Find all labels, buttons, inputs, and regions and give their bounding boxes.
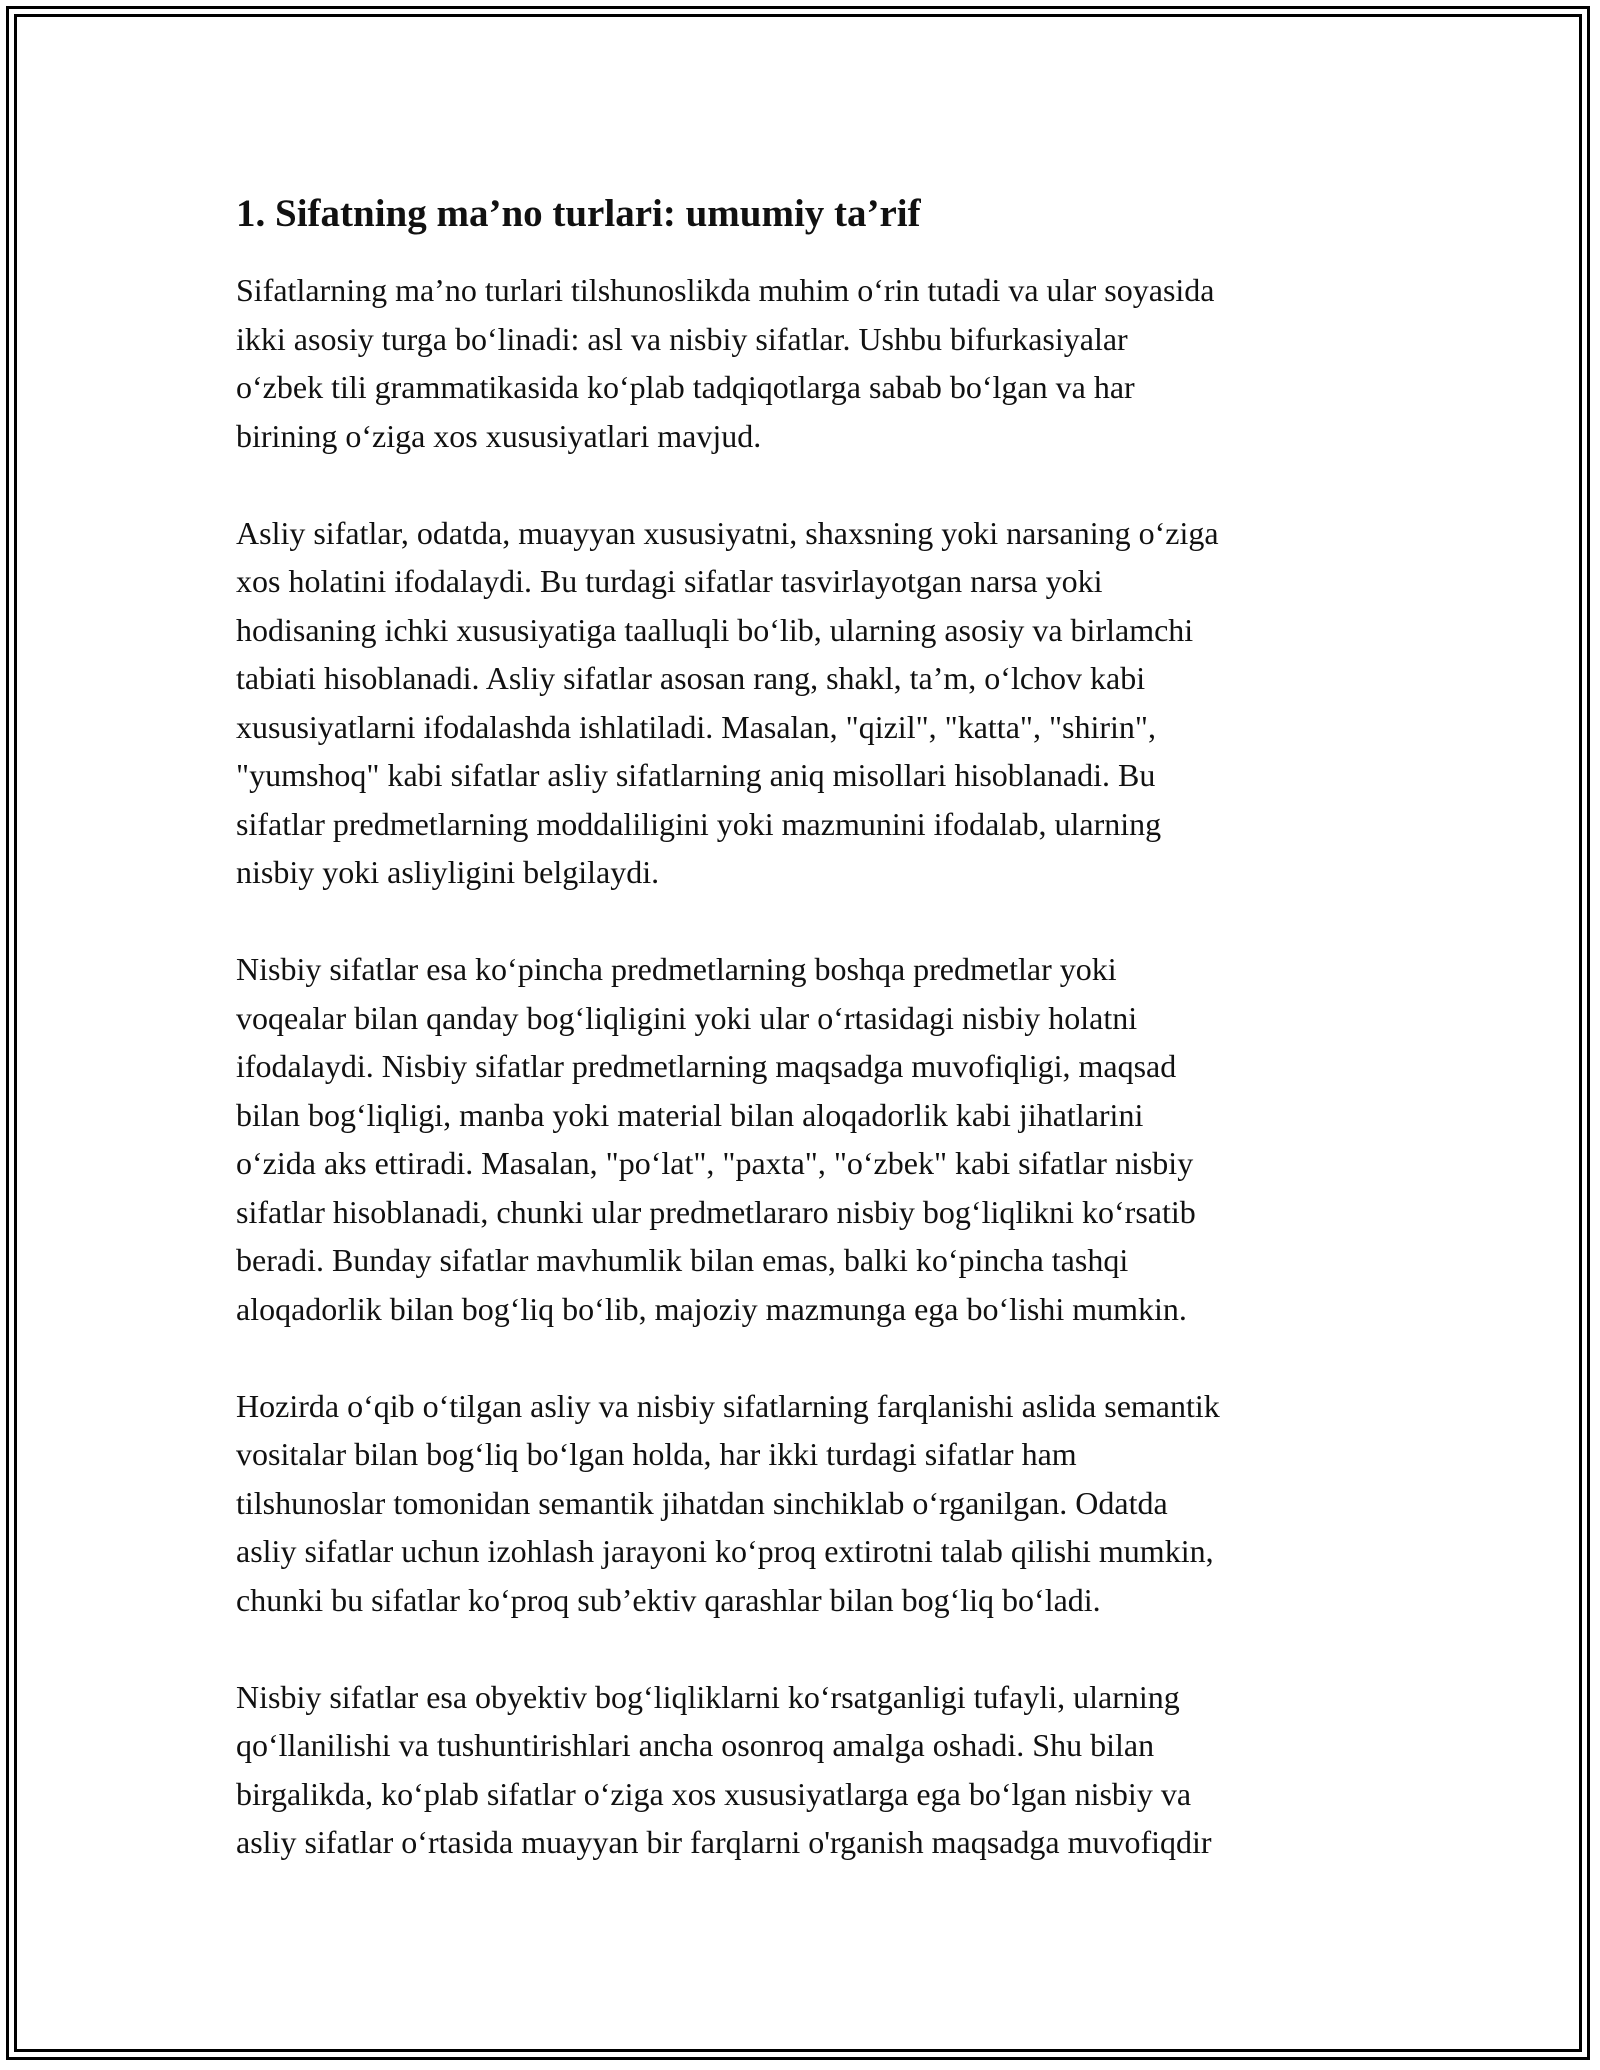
paragraph-asliy: [236, 509, 1376, 897]
text-line: vositalar bilan bog‘liq bo‘lgan holda, har ikki turdagi sifatlar ham: [236, 1436, 1077, 1472]
paragraph-farqlanish: [236, 1382, 1376, 1625]
text-line: tilshunoslar tomonidan semantik jihatdan sinchiklab o‘rganilgan. Odatda: [236, 1484, 1168, 1521]
text-line: Asliy sifatlar, odatda, muayyan xususiyatni, shaxsning yoki narsaning o‘ziga: [236, 514, 1219, 551]
text-line: xususiyatlarni ifodalashda ishlatiladi. Masalan, "qizil", "katta", "shirin",: [236, 708, 1156, 745]
text-line: birining o‘ziga xos xususiyatlari mavjud.: [236, 417, 762, 454]
text-line: asliy sifatlar uchun izohlash jarayoni ko‘proq extirotni talab qilishi mumkin,: [236, 1533, 1214, 1569]
text-line: hodisaning ichki xususiyatiga taalluqli bo‘lib, ularning asosiy va birlamchi: [236, 611, 1194, 648]
text-line: aloqadorlik bilan bog‘liq bo‘lib, majoziy mazmunga ega bo‘lishi mumkin.: [236, 1290, 1187, 1327]
paragraph-intro: [236, 266, 1376, 460]
text-line: "yumshoq" kabi sifatlar asliy sifatlarning aniq misollari hisoblanadi. Bu: [236, 757, 1156, 793]
text-line: sifatlar hisoblanadi, chunki ular predmetlararo nisbiy bog‘liqlikni ko‘rsatib: [236, 1193, 1196, 1230]
text-line: ikki asosiy turga bo‘linadi: asl va nisbiy sifatlar. Ushbu bifurkasiyalar: [236, 320, 1128, 357]
section-heading: 1. Sifatning ma’no turlari: umumiy ta’rif: [236, 192, 921, 235]
text-line: tabiati hisoblanadi. Asliy sifatlar asosan rang, shakl, ta’m, o‘lchov kabi: [236, 660, 1146, 696]
text-line: qo‘llanilishi va tushuntirishlari ancha osonroq amalga oshadi. Shu bilan: [236, 1727, 1155, 1763]
text-line: xos holatini ifodalaydi. Bu turdagi sifatlar tasvirlayotgan narsa yoki: [236, 563, 1103, 599]
text-line: o‘zbek tili grammatikasida ko‘plab tadqiqotlarga sabab bo‘lgan va har: [236, 369, 1135, 405]
text-line: ifodalaydi. Nisbiy sifatlar predmetlarning maqsadga muvofiqligi, maqsad: [236, 1048, 1177, 1084]
text-line: nisbiy yoki asliyligini belgilaydi.: [236, 854, 660, 890]
paragraph-nisbiy: [236, 945, 1376, 1333]
text-line: Sifatlarning ma’no turlari tilshunoslikda muhim o‘rin tutadi va ular soyasida: [236, 272, 1215, 308]
text-line: beradi. Bunday sifatlar mavhumlik bilan emas, balki ko‘pincha tashqi: [236, 1242, 1129, 1278]
text-line: Nisbiy sifatlar esa obyektiv bog‘liqliklarni ko‘rsatganligi tufayli, ularning: [236, 1678, 1180, 1715]
text-line: sifatlar predmetlarning moddaliligini yoki mazmunini ifodalab, ularning: [236, 805, 1162, 842]
text-line: Nisbiy sifatlar esa ko‘pincha predmetlarning boshqa predmetlar yoki: [236, 951, 1117, 987]
text-line: voqealar bilan qanday bog‘liqligini yoki ular o‘rtasidagi nisbiy holatni: [236, 999, 1138, 1036]
paragraph-xulosa: [236, 1673, 1376, 1867]
text-line: asliy sifatlar o‘rtasida muayyan bir farqlarni o'rganish maqsadga muvofiqdir: [236, 1824, 1212, 1860]
text-line: Hozirda o‘qib o‘tilgan asliy va nisbiy sifatlarning farqlanishi aslida semantik: [236, 1387, 1220, 1424]
document-body: [236, 186, 1376, 1915]
text-line: o‘zida aks ettiradi. Masalan, "po‘lat", "paxta", "o‘zbek" kabi sifatlar nisbiy: [236, 1145, 1194, 1181]
text-line: chunki bu sifatlar ko‘proq sub’ektiv qarashlar bilan bog‘liq bo‘ladi.: [236, 1581, 1101, 1618]
text-line: birgalikda, ko‘plab sifatlar o‘ziga xos xususiyatlarga ega bo‘lgan nisbiy va: [236, 1775, 1192, 1812]
text-line: bilan bog‘liqligi, manba yoki material bilan aloqadorlik kabi jihatlarini: [236, 1096, 1144, 1133]
